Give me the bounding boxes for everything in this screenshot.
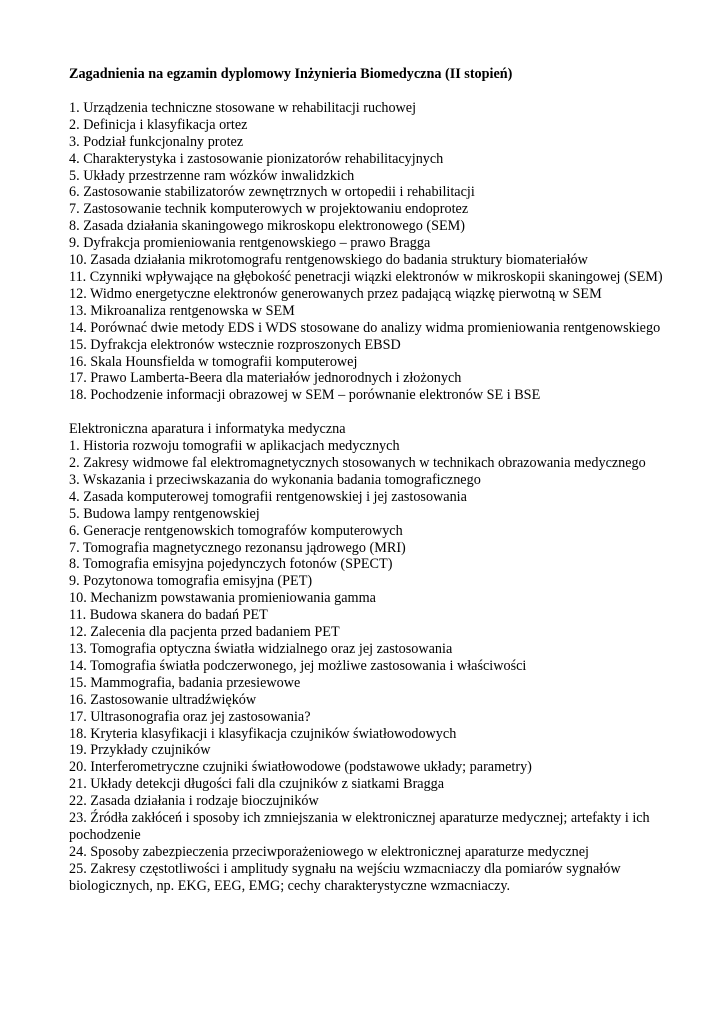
document-title: Zagadnienia na egzamin dyplomowy Inżynieria Biomedyczna (II stopień) [69,66,513,82]
list-item: 15. Dyfrakcja elektronów wstecznie rozproszonych EBSD [69,336,401,353]
list-item: 14. Tomografia światła podczerwonego, jej możliwe zastosowania i właściwości [69,657,527,674]
list-item: 2. Definicja i klasyfikacja ortez [69,116,248,133]
list-item: 10. Zasada działania mikrotomografu rentgenowskiego do badania struktury biomateriałów [69,252,588,269]
list-item: 19. Przykłady czujników [69,742,211,759]
document-page [69,66,669,895]
list-item: 11. Budowa skanera do badań PET [69,607,268,624]
list-item: 7. Tomografia magnetycznego rezonansu jądrowego (MRI) [69,539,406,556]
list-item: 1. Urządzenia techniczne stosowane w rehabilitacji ruchowej [69,99,417,116]
list-item: 10. Mechanizm powstawania promieniowania gamma [69,590,376,607]
list-item: 18. Pochodzenie informacji obrazowej w SEM – porównanie elektronów SE i BSE [69,387,541,404]
list-item: 20. Interferometryczne czujniki światłowodowe (podstawowe układy; parametry) [69,759,532,776]
list-item: 1. Historia rozwoju tomografii w aplikacjach medycznych [69,438,400,455]
list-item: 21. Układy detekcji długości fali dla czujników z siatkami Bragga [69,776,445,793]
list-item: 12. Zalecenia dla pacjenta przed badaniem PET [69,624,340,641]
list-item: 9. Dyfrakcja promieniowania rentgenowskiego – prawo Bragga [69,235,431,252]
list-item: 7. Zastosowanie technik komputerowych w projektowaniu endoprotez [69,201,469,218]
list-item: 4. Charakterystyka i zastosowanie pionizatorów rehabilitacyjnych [69,150,444,167]
list-item: 23. Źródła zakłóceń i sposoby ich zmniejszania w elektronicznej aparaturze medycznej; artefakty i ich pochodzenie [69,810,650,843]
list-item: 18. Kryteria klasyfikacji i klasyfikacja czujników światłowodowych [69,725,457,742]
section1-list [69,100,669,404]
list-item: 11. Czynniki wpływające na głębokość penetracji wiązki elektronów w mikroskopii skaningowej (SEM) [69,268,663,285]
section2-heading: Elektroniczna aparatura i informatyka medyczna [69,421,346,438]
list-item: 13. Mikroanaliza rentgenowska w SEM [69,302,295,319]
list-item: 4. Zasada komputerowej tomografii rentgenowskiej i jej zastosowania [69,488,467,505]
list-item: 13. Tomografia optyczna światła widzialnego oraz jej zastosowania [69,641,453,657]
list-item: 24. Sposoby zabezpieczenia przeciwporażeniowego w elektronicznej aparaturze medycznej [69,843,589,860]
list-item: 5. Układy przestrzenne ram wózków inwalidzkich [69,167,355,184]
list-item: 22. Zasada działania i rodzaje bioczujników [69,793,319,810]
list-item: 9. Pozytonowa tomografia emisyjna (PET) [69,573,313,590]
list-item: 2. Zakresy widmowe fal elektromagnetycznych stosowanych w technikach obrazowania medycznego [69,455,646,472]
list-item: 16. Zastosowanie ultradźwięków [69,691,257,708]
list-item: 8. Tomografia emisyjna pojedynczych fotonów (SPECT) [69,556,393,573]
list-item: 6. Generacje rentgenowskich tomografów komputerowych [69,522,403,539]
list-item: 25. Zakresy częstotliwości i amplitudy sygnału na wejściu wzmacniaczy dla pomiarów sygnałów biologicznych, np. EKG, EEG, EMG; cechy charakterystyczne wzmacniaczy. [69,860,621,894]
list-item: 14. Porównać dwie metody EDS i WDS stosowane do analizy widma promieniowania rentgenowskiego [69,319,661,336]
list-item: 6. Zastosowanie stabilizatorów zewnętrznych w ortopedii i rehabilitacji [69,184,475,201]
list-item: 15. Mammografia, badania przesiewowe [69,674,301,691]
list-item: 5. Budowa lampy rentgenowskiej [69,505,260,522]
list-item: 16. Skala Hounsfielda w tomografii komputerowej [69,353,358,370]
list-item: 12. Widmo energetyczne elektronów generowanych przez padającą wiązkę pierwotną w SEM [69,285,602,302]
section-gap [69,404,669,421]
section2-list [69,438,669,894]
list-item: 3. Wskazania i przeciwskazania do wykonania badania tomograficznego [69,471,481,488]
list-item: 8. Zasada działania skaningowego mikroskopu elektronowego (SEM) [69,218,465,235]
list-item: 3. Podział funkcjonalny protez [69,133,244,150]
list-item: 17. Ultrasonografia oraz jej zastosowania? [69,708,311,725]
list-item: 17. Prawo Lamberta-Beera dla materiałów jednorodnych i złożonych [69,370,462,387]
